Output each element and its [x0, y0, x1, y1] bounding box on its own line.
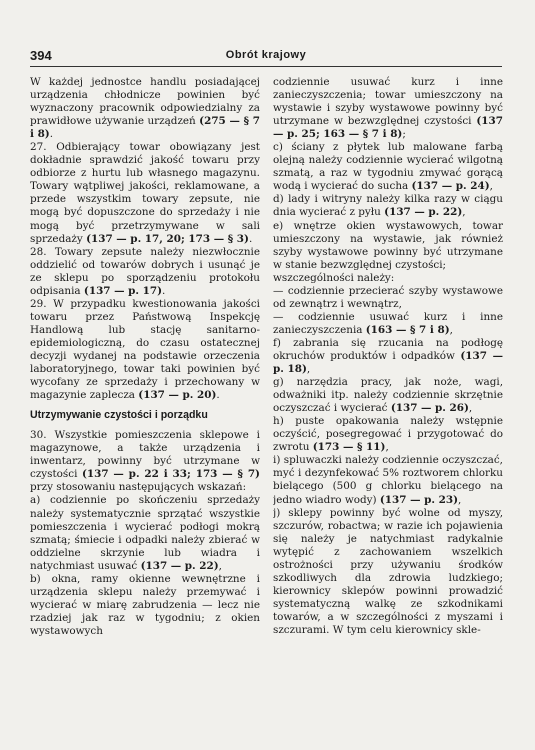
left-column [30, 76, 260, 736]
paragraph-27: 27. Odbierający towar obowiązany jest dokładnie sprawdzić jakość towaru przy odbiorze z hurtu lub własnego magazynu. Towary wątpliwej jakości, reklamowane, a przede wszystkim towary zepsute, nie mogą być dopuszczone do sprzedaży i nie mogą być przetrzymywane w sali sprzedaży (137 — p. 17, 20; 173 — § 3). [30, 141, 260, 245]
paragraph-30-d: d) lady i witryny należy kilka razy w ciągu dnia wycierać z pyłu (137 — p. 22), [273, 193, 503, 219]
section-heading: Utrzymywanie czystości i porządku [30, 409, 208, 422]
paragraph-30-e: e) wnętrze okien wystawowych, towar umieszczony na wystawie, jak również szyby wystawowe powinny być utrzymane w stanie bezwzględnej czystości; [273, 219, 503, 271]
paragraph-30-e-dash-2: — codziennie usuwać kurz i inne zanieczyszczenia (163 — § 7 i 8), [273, 310, 503, 336]
paragraph-30-f: f) zabrania się rzucania na podłogę okruchów produktów i odpadków (137 — p. 18), [273, 336, 503, 376]
paragraph-30-b-continued: codziennie usuwać kurz i inne zanieczyszczenia; towar umieszczony na wystawie i szyby wystawowe powinny być utrzymane w bezwzględnej czystości (137 — p. 25; 163 — § 7 i 8); [273, 76, 503, 141]
paragraph-30-c: c) ściany z płytek lub malowane farbą olejną należy codziennie wycierać wilgotną szmatą, a raz w tygodniu zmywać gorącą wodą i wycierać do sucha (137 — p. 24), [273, 141, 503, 193]
paragraph-30-h: h) puste opakowania należy wstępnie oczyścić, posegregować i przygotować do zwrotu (173 — § 11), [273, 415, 503, 454]
paragraph-29: 29. W przypadku kwestionowania jakości towaru przez Państwową Inspekcję Handlową lub stację sanitarno-epidemiologiczną, do czasu ostatecznej decyzji wydanej na podstawie orzeczenia laboratoryjnego, towar taki powinien być wycofany ze sprzedaży i przechowany w magazynie zaplecza (137 — p. 20). [30, 297, 260, 402]
paragraph-30-i: i) spluwaczki należy codziennie oczyszczać, myć i dezynfekować 5% roztworem chlorku bielącego (500 g chlorku bielącego na jedno wiadro wody) (137 — p. 23), [273, 454, 503, 506]
page-number: 394 [30, 48, 52, 63]
right-column [273, 76, 503, 736]
paragraph-30-g: g) narzędzia pracy, jak noże, wagi, odważniki itp. należy codziennie skrzętnie oczyszczać i wycierać (137 — p. 26), [273, 376, 503, 415]
paragraph-30-a: a) codziennie po skończeniu sprzedaży należy systematycznie sprzątać wszystkie pomieszczenia i wycierać podłogi mokrą szmatą; śmiecie i odpadki należy zbierać w oddzielne skrzynie lub wiadra i natychmiast usuwać (137 — p. 22), [30, 494, 260, 572]
page-header [30, 48, 502, 67]
paragraph-28: 28. Towary zepsute należy niezwłocznie oddzielić od towarów dobrych i usunąć je ze sklepu po sporządzeniu protokołu odpisania (137 — p. 17). [30, 245, 260, 297]
paragraph-30-j: j) sklepy powinny być wolne od myszy, szczurów, robactwa; w razie ich pojawienia się należy je natychmiast radykalnie wytępić z zachowaniem wszelkich ostrożności przy używaniu środków szkodliwych dla zdrowia ludzkiego; kierownicy sklepów powinni prowadzić systematyczną walkę ze szkodnikami towarów, a w szczególności z myszami i szczurami. W tym celu kierownicy skle- [273, 506, 503, 636]
paragraph-30-e-lead: wszczególności należy: [273, 271, 395, 284]
paragraph-intro: W każdej jednostce handlu posiadającej urządzenia chłodnicze powinien być wyznaczony pracownik odpowiedzialny za prawidłowe używanie urządzeń (275 — § 7 i 8). [30, 76, 260, 141]
spacer [30, 402, 260, 409]
paragraph-30-b: b) okna, ramy okienne wewnętrzne i urządzenia sklepu należy przemywać i wycierać w miarę zabrudzenia — lecz nie rzadziej jak raz w tygodniu; z okien wystawowych [30, 572, 260, 637]
paragraph-30: 30. Wszystkie pomieszczenia sklepowe i magazynowe, a także urządzenia i inwentarz, powinny być utrzymane w czystości (137 — p. 22 i 33; 173 — § 7) przy stosowaniu następujących wskazań: [30, 429, 260, 494]
running-title: Obrót krajowy [225, 49, 307, 61]
paragraph-30-e-dash-1: — codziennie przecierać szyby wystawowe od zewnątrz i wewnątrz, [273, 284, 503, 310]
spacer [30, 422, 260, 429]
